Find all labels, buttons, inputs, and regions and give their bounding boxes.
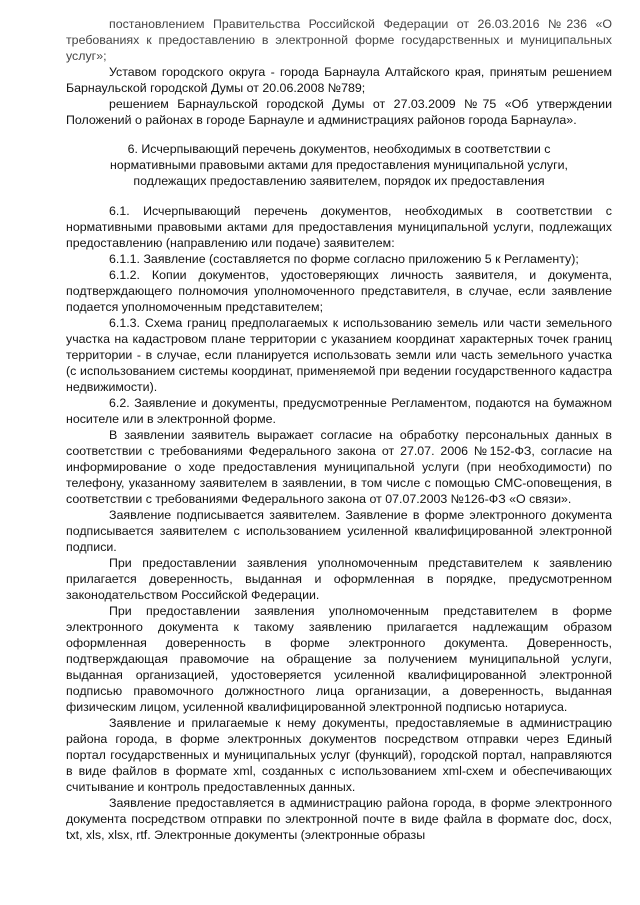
body-paragraph: При предоставлении заявления уполномоченным представителем к заявлению прилагается доверенность, выданная и оформленная в порядке, предусмотренном законодательством Российской Федерации.: [66, 556, 612, 602]
intro-paragraph: постановлением Правительства Российской Федерации от 26.03.2016 №236 «О требованиях к предоставлению в электронной форме государственных и муниципальных услуг»;: [66, 17, 612, 63]
body-paragraph: В заявлении заявитель выражает согласие на обработку персональных данных в соответствии с требованиями Федерального закона от 27.07. 2006 №152-ФЗ, согласие на информирование о ходе предоставления муниципальной услуги (при необходимости) по телефону, указанному заявителем в заявлении, в том числе с помощью СМС-оповещения, в соответствии с требованиями Федерального закона от 07.07.2003 №126-ФЗ «О связи».: [66, 428, 612, 506]
body-paragraph: Заявление подписывается заявителем. Заявление в форме электронного документа подписывается заявителем с использованием усиленной квалифицированной электронной подписи.: [66, 508, 612, 554]
section-heading-line: подлежащих предоставлению заявителем, порядок их предоставления: [133, 174, 545, 188]
body-paragraph: Заявление и прилагаемые к нему документы, предоставляемые в администрацию района города, в форме электронных документов посредством отправки через Единый портал государственных и муниципальных услуг (функций), городской портал, направляются в виде файлов в формате xml, созданных с использованием xml-схем и обеспечивающих считывание и контроль предоставленных данных.: [66, 716, 612, 794]
document-page: [66, 16, 612, 843]
intro-paragraph: Уставом городского округа - города Барнаула Алтайского края, принятым решением Барнаульской городской Думы от 20.06.2008 №789;: [66, 65, 612, 95]
body-paragraph: Заявление предоставляется в администрацию района города, в форме электронного документа посредством отправки по электронной почте в виде файла в формате doc, docx, txt, xls, xlsx, rtf. Электронные документы (электронные образы: [66, 796, 612, 842]
section-heading-line: 6. Исчерпывающий перечень документов, необходимых в соответствии с: [127, 142, 551, 156]
intro-paragraph: решением Барнаульской городской Думы от 27.03.2009 №75 «Об утверждении Положений о районах в городе Барнауле и администрациях районов города Барнаула».: [66, 97, 612, 127]
paragraph-6-1-2: 6.1.2. Копии документов, удостоверяющих личность заявителя, и документа, подтверждающего полномочия уполномоченного представителя, в случае, если заявление подается уполномоченным представителем;: [66, 268, 612, 314]
paragraph-6-1: 6.1. Исчерпывающий перечень документов, необходимых в соответствии с нормативными правовыми актами для предоставления муниципальной услуги, подлежащих предоставлению (направлению или подаче) заявителем:: [66, 204, 612, 250]
section-heading: [66, 141, 612, 189]
paragraph-6-1-3: 6.1.3. Схема границ предполагаемых к использованию земель или части земельного участка на кадастровом плане территории с указанием координат характерных точек границ территории - в случае, если планируется использовать земли или часть земельного участка (с использованием системы координат, применяемой при ведении государственного кадастра недвижимости).: [66, 316, 612, 394]
section-heading-line: нормативными правовыми актами для предоставления муниципальной услуги,: [109, 158, 569, 172]
body-paragraph: При предоставлении заявления уполномоченным представителем в форме электронного документа к такому заявлению прилагается надлежащим образом оформленная доверенность в форме электронного документа. Доверенность, подтверждающая правомочие на обращение за получением муниципальной услуги, выданная организацией, удостоверяется усиленной квалифицированной электронной подписью правомочного должностного лица организации, а доверенность, выданная физическим лицом, усиленной квалифицированной электронной подписью нотариуса.: [66, 604, 612, 714]
paragraph-6-1-1: 6.1.1. Заявление (составляется по форме согласно приложению 5 к Регламенту);: [109, 252, 579, 266]
paragraph-6-2: 6.2. Заявление и документы, предусмотренные Регламентом, подаются на бумажном носителе или в электронной форме.: [66, 396, 612, 426]
